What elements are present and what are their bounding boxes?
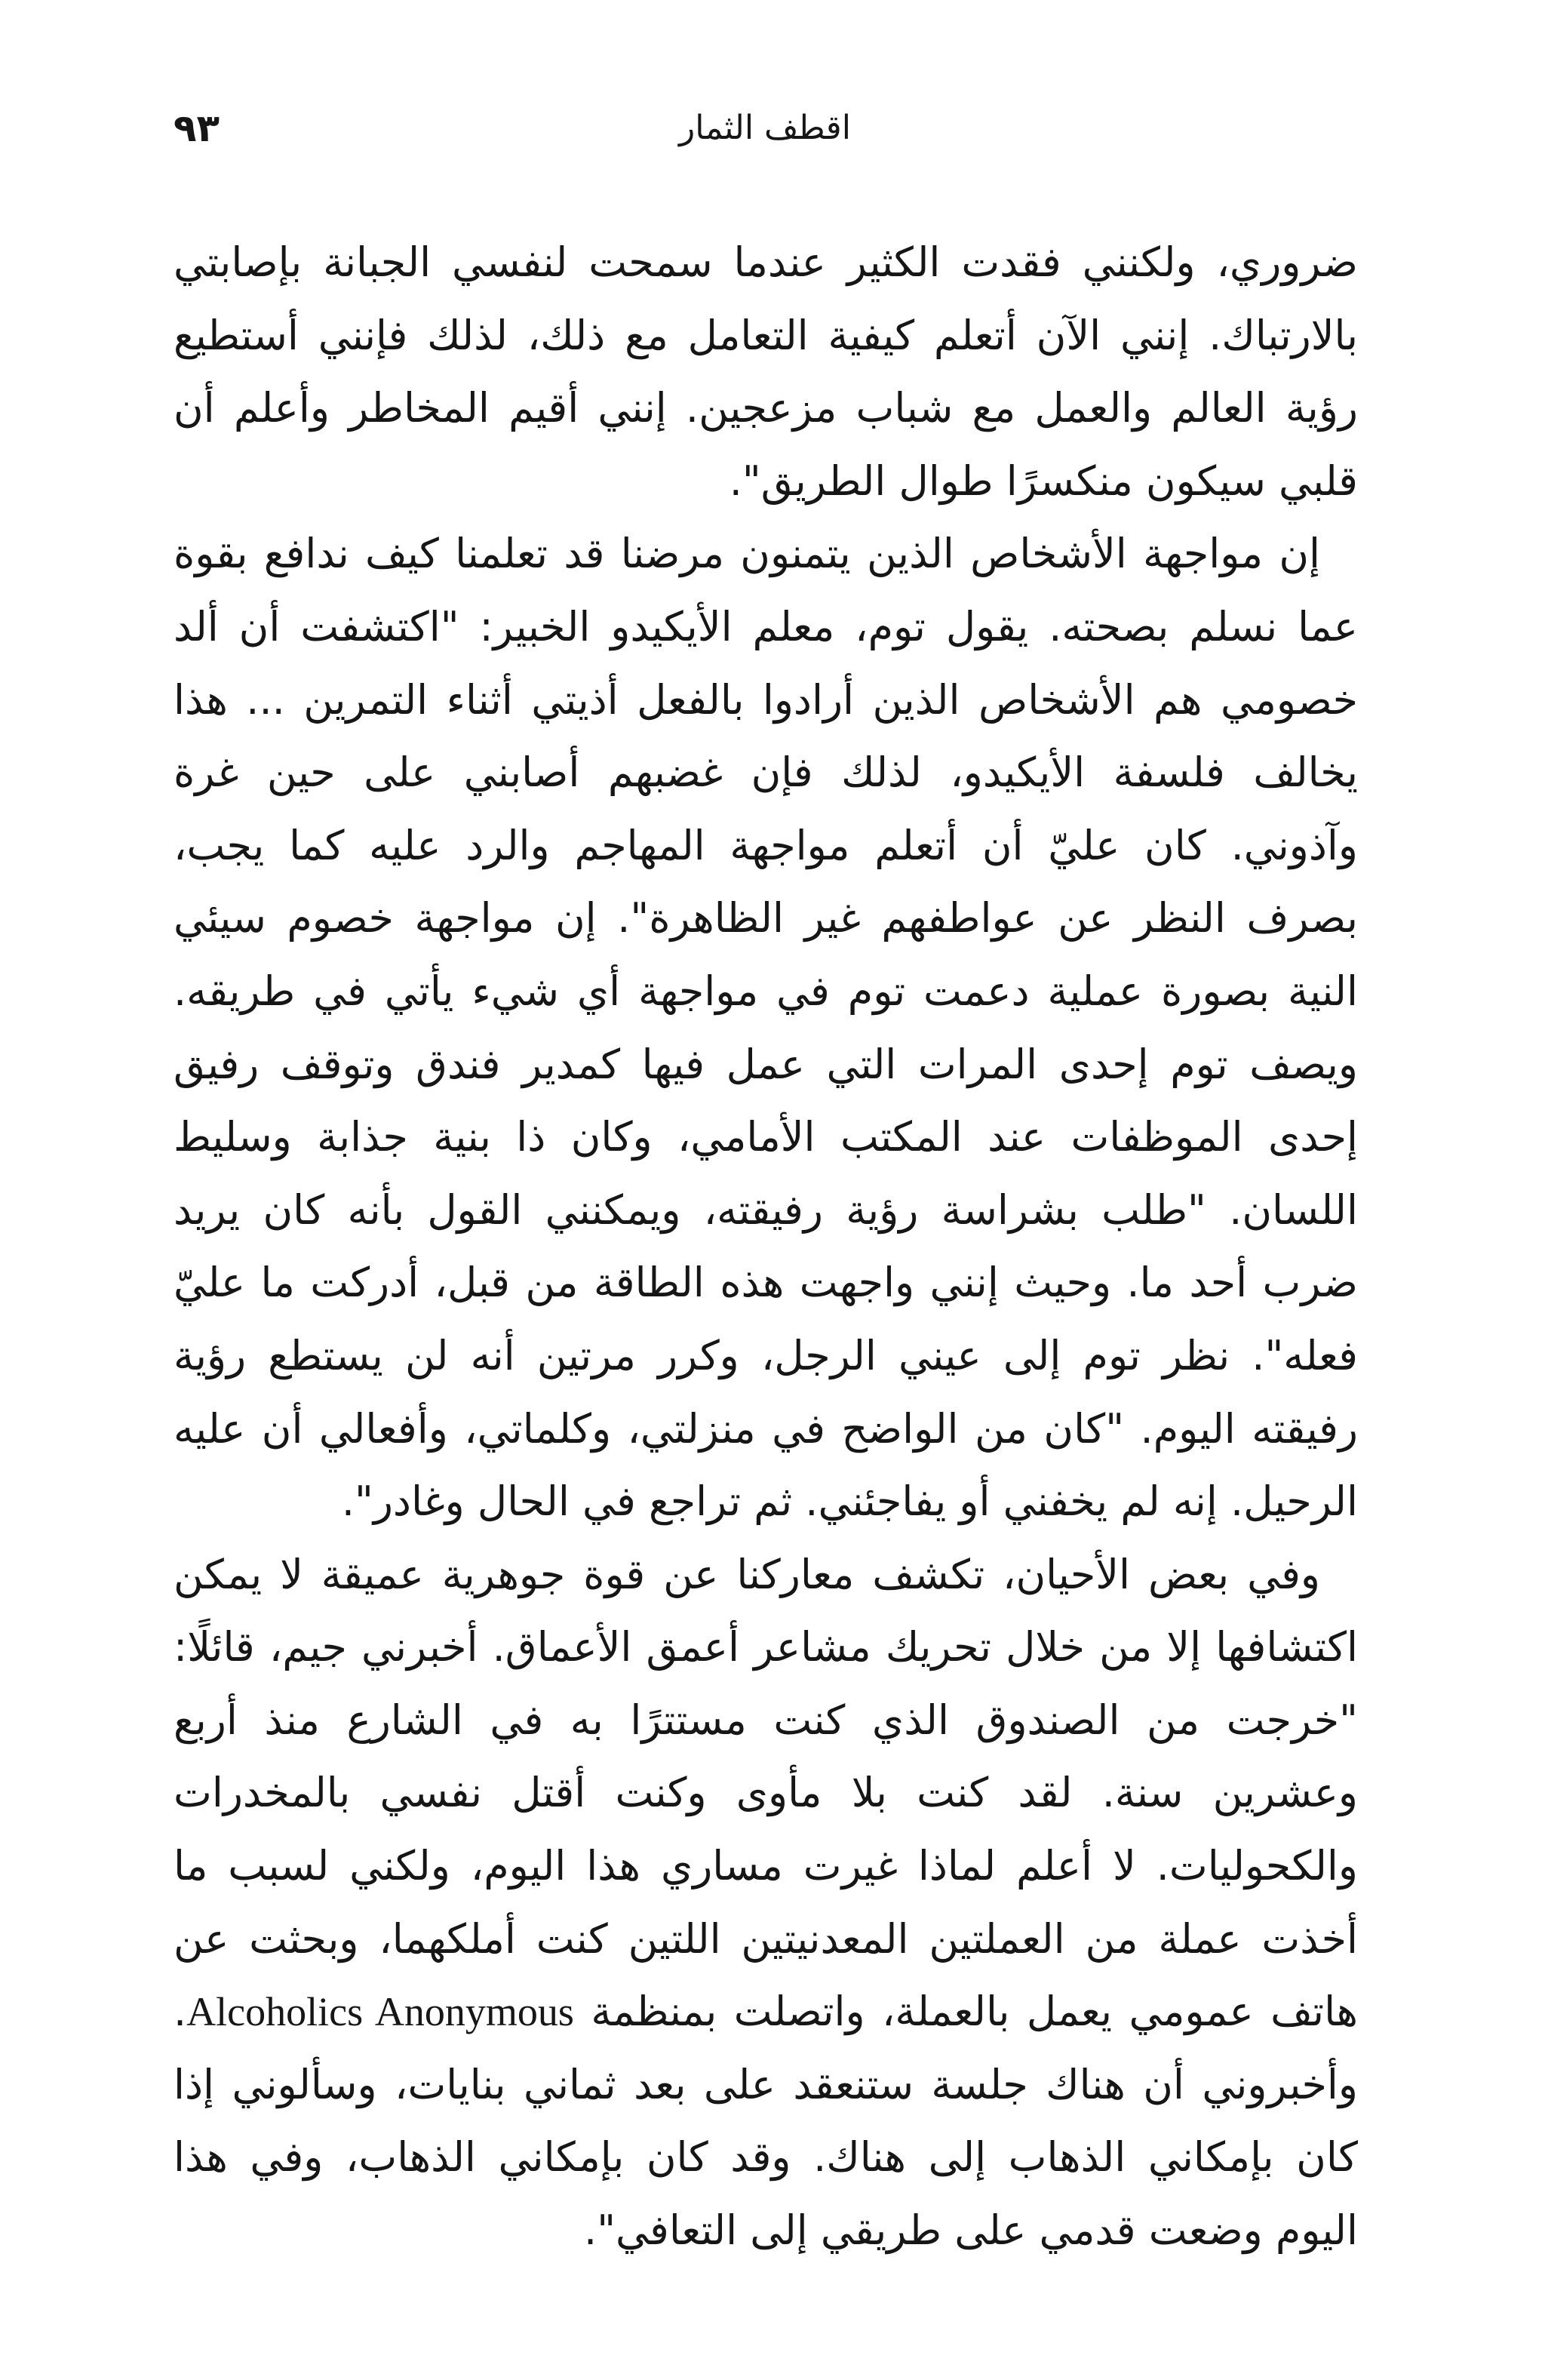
paragraph-1: ضروري، ولكنني فقدت الكثير عندما سمحت لنفسي الجبانة بإصابتي بالارتباك. إنني الآن أتعلم كيفية التعامل مع ذلك، لذلك فإنني أستطيع رؤية العالم والعمل مع شباب مزعجين. إنني أقيم المخاطر وأعلم أن قلبي سيكون منكسرًا طوال الطريق". xyxy=(174,238,1358,505)
book-title: اقطف الثمار xyxy=(679,109,851,147)
paragraph-3-text-before: وفي بعض الأحيان، تكشف معاركنا عن قوة جوهرية عميقة لا يمكن اكتشافها إلا من خلال تحريك مشاعر أعمق الأعماق. أخبرني جيم، قائلًا: "خرجت من الصندوق الذي كنت مستترًا به في الشارع منذ أربع وعشرين سنة. لقد كنت بلا مأوى وكنت أقتل نفسي بالمخدرات والكحوليات. لا أعلم لماذا غيرت مساري هذا اليوم، ولكني لسبب ما أخذت عملة من العملتين المعدنيتين اللتين كنت أملكهما، وبحثت عن هاتف عمومي يعمل بالعملة، واتصلت بمنظمة xyxy=(174,1550,1359,2036)
paragraph-3 xyxy=(174,1539,1358,2268)
body-text xyxy=(174,226,1358,2268)
organization-name: Alcoholics Anonymous xyxy=(186,1989,574,2035)
running-head xyxy=(174,98,1356,158)
paragraph-3-text-after: . وأخبروني أن هناك جلسة ستنعقد على بعد ثماني بنايات، وسألوني إذا كان بإمكاني الذهاب إلى هناك. وقد كان بإمكاني الذهاب، وفي هذا اليوم وضعت قدمي على طريقي إلى التعافي". xyxy=(174,1988,1358,2255)
paragraph-2: إن مواجهة الأشخاص الذين يتمنون مرضنا قد تعلمنا كيف ندافع بقوة عما نسلم بصحته. يقول توم، معلم الأيكيدو الخبير: "اكتشفت أن ألد خصومي هم الأشخاص الذين أرادوا بالفعل أذيتي أثناء التمرين ... هذا يخالف فلسفة الأيكيدو، لذلك فإن غضبهم أصابني على حين غرة وآذوني. كان عليّ أن أتعلم مواجهة المهاجم والرد عليه كما يجب، بصرف النظر عن عواطفهم غير الظاهرة". إن مواجهة خصوم سيئي النية بصورة عملية دعمت توم في مواجهة أي شيء يأتي في طريقه. ويصف توم إحدى المرات التي عمل فيها كمدير فندق وتوقف رفيق إحدى الموظفات عند المكتب الأمامي، وكان ذا بنية جذابة وسليط اللسان. "طلب بشراسة رؤية رفيقته، ويمكنني القول بأنه كان يريد ضرب أحد ما. وحيث إنني واجهت هذه الطاقة من قبل، أدركت ما عليّ فعله". نظر توم إلى عيني الرجل، وكرر مرتين أنه لن يستطع رؤية رفيقته اليوم. "كان من الواضح في منزلتي، وكلماتي، وأفعالي أن عليه الرحيل. إنه لم يخفني أو يفاجئني. ثم تراجع في الحال وغادر". xyxy=(174,530,1358,1526)
page-number: ٩٣ xyxy=(174,106,220,150)
